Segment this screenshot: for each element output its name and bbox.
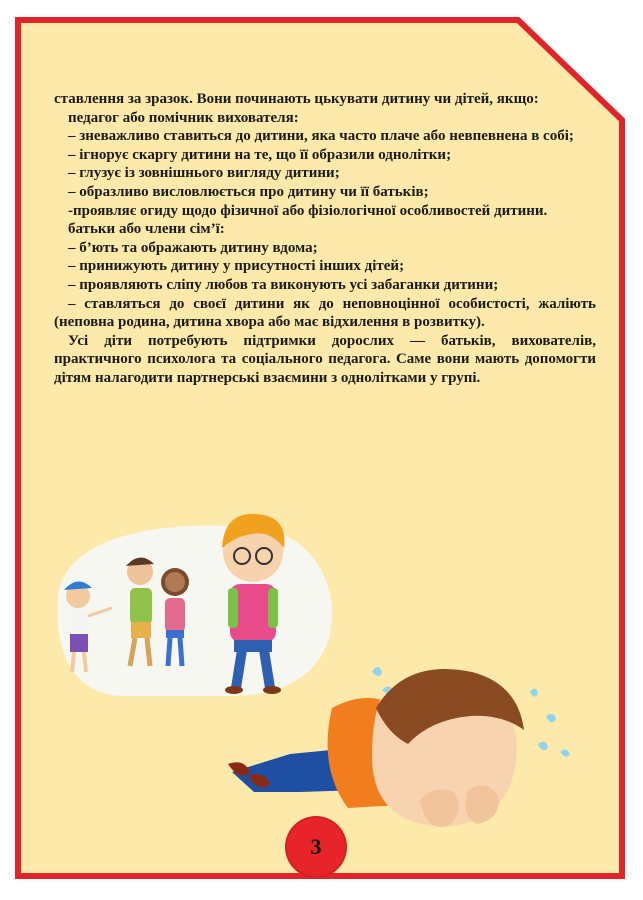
list-item: -проявляє огиду щодо фізичної або фізіологічної особливостей дитини. [68, 202, 548, 219]
list-item: – зневажливо ставиться до дитини, яка часто плаче або невпевнена в собі; [68, 128, 574, 145]
list-item: – принижують дитину у присутності інших дітей; [68, 258, 405, 275]
paragraph-intro: ставлення за зразок. Вони починають цькувати дитину чи дітей, якщо: [54, 91, 539, 107]
children-bullying-illustration [58, 514, 332, 696]
paragraph-parents-heading: батьки або члени сім’ї: [68, 221, 225, 238]
list-item: – б’ють та ображають дитину вдома; [68, 239, 318, 256]
list-item: – ставляться до своєї дитини як до неповноцінної особистості, жаліють (неповна родина, дитина хвора або має відхилення в розвитку). [54, 295, 596, 331]
list-item: – глузує із зовнішнього вигляду дитини; [68, 165, 340, 182]
list-item: – проявляють сліпу любов та виконують усі забаганки дитини; [68, 276, 499, 293]
page-number-badge: 3 [287, 818, 345, 876]
list-item: – образливо висловлюється про дитину чи її батьків; [68, 183, 429, 200]
paragraph-teacher-heading: педагог або помічник вихователя: [68, 109, 299, 126]
list-item: – ігнорує скаргу дитини на те, що її образили однолітки; [68, 146, 452, 163]
paragraph-conclusion: Усі діти потребують підтримки дорослих — батьків, вихователів, практичного психолога та соціального педагога. Саме вони мають допомогти дітям налагодити партнерські взаємини з однолітками у групі. [54, 332, 596, 386]
